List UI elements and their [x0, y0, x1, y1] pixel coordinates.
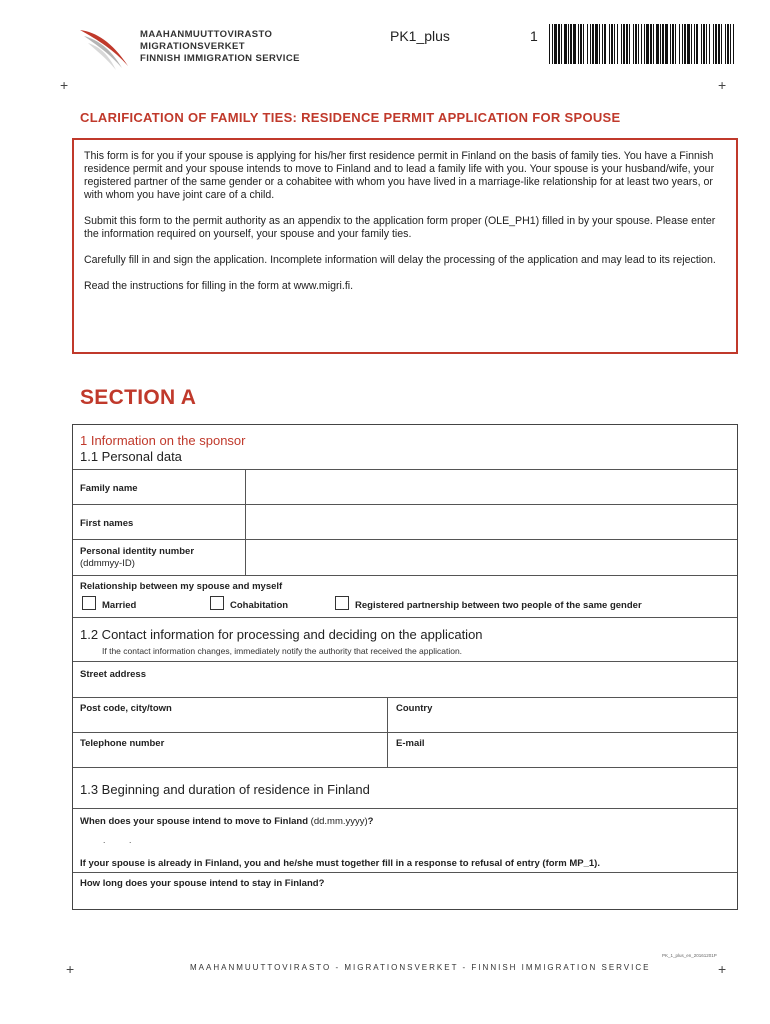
move-date-question — [80, 816, 373, 827]
country-field[interactable] — [388, 698, 737, 731]
divider — [73, 872, 737, 873]
bird-wing-logo-icon — [78, 26, 140, 72]
move-date-field[interactable]: . . — [103, 835, 132, 845]
contact-note: If the contact information changes, immediately notify the authority that received the application. — [102, 646, 463, 656]
email-label: E-mail — [396, 738, 425, 749]
intro-paragraph: Read the instructions for filling in the form at www.migri.fi. — [84, 280, 354, 292]
crosshair-mark: + — [718, 77, 727, 93]
divider — [73, 575, 737, 576]
married-label: Married — [102, 600, 137, 611]
stay-duration-field[interactable] — [73, 891, 737, 909]
postcode-label: Post code, city/town — [80, 703, 172, 714]
stay-duration-question: How long does your spouse intend to stay in Finland? — [80, 878, 325, 889]
barcode-icon — [549, 24, 734, 64]
pid-field[interactable] — [247, 540, 737, 574]
document-title: CLARIFICATION OF FAMILY TIES: RESIDENCE PERMIT APPLICATION FOR SPOUSE — [80, 110, 621, 125]
email-field[interactable] — [388, 733, 737, 766]
intro-box — [72, 138, 738, 354]
refusal-of-entry-note: If your spouse is already in Finland, you and he/she must together fill in a response to refusal of entry (form MP_1). — [80, 858, 600, 869]
personal-data-heading: 1.1 Personal data — [80, 449, 182, 464]
pid-label: Personal identity number — [80, 546, 195, 557]
telephone-field[interactable] — [73, 733, 386, 766]
form-version-code: PK_1_plus_en_20161201P — [662, 953, 717, 958]
org-name-fi: MAAHANMUUTTOVIRASTO — [140, 29, 273, 40]
move-date-question-text: When does your spouse intend to move to Finland — [80, 816, 309, 827]
divider — [245, 469, 246, 575]
registered-partnership-checkbox[interactable] — [335, 596, 349, 610]
org-name-en: FINNISH IMMIGRATION SERVICE — [140, 53, 300, 64]
page-number: 1 — [530, 28, 538, 44]
family-name-label: Family name — [80, 483, 138, 494]
move-date-question-mark: ? — [367, 816, 374, 827]
street-address-label: Street address — [80, 669, 147, 680]
pid-format-hint: (ddmmyy-ID) — [80, 558, 135, 569]
registered-partnership-label: Registered partnership between two people of the same gender — [355, 600, 642, 611]
intro-paragraph: This form is for you if your spouse is applying for his/her first residence permit in Finland on the basis of family ties. You have a Finnish residence permit and your spouse intends to move to Finland and to lead a family life with you. Your spouse is your husband/wife, your registered partner of the same gender or a cohabitee with whom you have lived in a marriage-like relationship for at least two years, or with whom you have joint care of a child. — [84, 150, 715, 201]
intro-paragraph: Submit this form to the permit authority as an appendix to the application form proper (OLE_PH1) filled in by your spouse. Please enter the information required on yourself, your spouse and your family ties. — [84, 215, 716, 240]
form-code: PK1_plus — [390, 28, 450, 44]
postcode-field[interactable] — [73, 698, 386, 731]
street-address-field[interactable] — [73, 662, 737, 696]
cohabitation-checkbox[interactable] — [210, 596, 224, 610]
married-checkbox[interactable] — [82, 596, 96, 610]
divider — [73, 808, 737, 809]
first-names-field[interactable] — [247, 505, 737, 538]
intro-paragraph: Carefully fill in and sign the application. Incomplete information will delay the processing of the application and may lead to its rejection. — [84, 254, 716, 266]
footer-text: MAAHANMUUTTOVIRASTO - MIGRATIONSVERKET - FINNISH IMMIGRATION SERVICE — [190, 963, 651, 972]
telephone-label: Telephone number — [80, 738, 165, 749]
org-name-sv: MIGRATIONSVERKET — [140, 41, 245, 52]
contact-heading: 1.2 Contact information for processing and deciding on the application — [80, 627, 483, 642]
divider — [73, 617, 737, 618]
org-name — [140, 29, 300, 65]
country-label: Country — [396, 703, 433, 714]
family-name-field[interactable] — [247, 470, 737, 503]
first-names-label: First names — [80, 518, 134, 529]
residence-heading: 1.3 Beginning and duration of residence in Finland — [80, 782, 370, 797]
crosshair-mark: + — [718, 961, 727, 977]
move-date-format: (dd.mm.yyyy) — [310, 816, 368, 827]
section-title: SECTION A — [80, 386, 197, 409]
divider — [73, 767, 737, 768]
cohabitation-label: Cohabitation — [230, 600, 289, 611]
sponsor-heading: 1 Information on the sponsor — [80, 433, 246, 448]
relationship-label: Relationship between my spouse and myself — [80, 581, 283, 592]
sponsor-form — [72, 424, 738, 910]
crosshair-mark: + — [60, 77, 69, 93]
crosshair-mark: + — [66, 961, 75, 977]
